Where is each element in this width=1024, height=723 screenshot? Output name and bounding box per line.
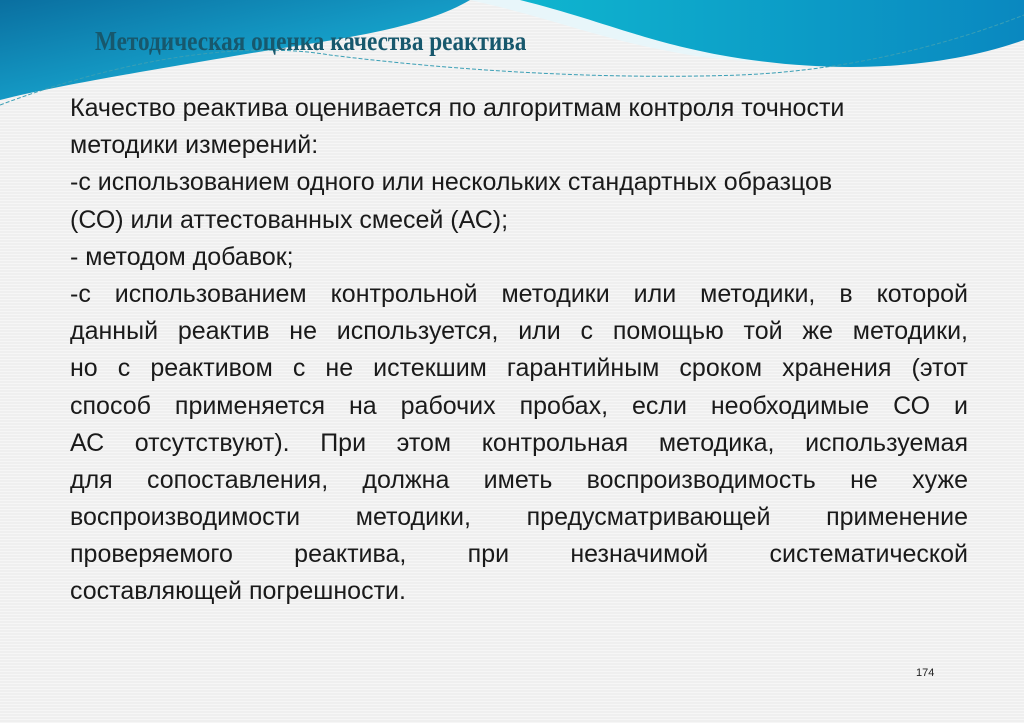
text-line: - методом добавок;: [70, 242, 294, 271]
page-number: 174: [916, 667, 935, 679]
text-line: составляющей погрешности.: [70, 577, 406, 606]
text-line: способ применяется на рабочих пробах, если необходимые СО и: [70, 391, 968, 420]
text-line: Качество реактива оценивается по алгоритмам контроля точности: [70, 94, 845, 122]
text-line: воспроизводимости методики, предусматривающей применение: [70, 503, 968, 532]
slide-body-text: [70, 90, 968, 611]
text-line: -с использованием одного или нескольких стандартных образцов: [70, 168, 833, 197]
text-line: данный реактив не используется, или с помощью той же методики,: [70, 317, 968, 346]
text-line: но с реактивом с не истекшим гарантийным сроком хранения (этот: [70, 354, 968, 383]
slide-title: Методическая оценка качества реактива: [95, 26, 527, 56]
text-line: проверяемого реактива, при незначимой систематической: [70, 540, 968, 569]
text-line: для сопоставления, должна иметь воспроизводимость не хуже: [70, 465, 968, 494]
text-line: (СО) или аттестованных смесей (АС);: [70, 205, 509, 234]
text-line: АС отсутствуют). При этом контрольная методика, используемая: [70, 428, 968, 457]
text-line: методики измерений:: [70, 131, 319, 160]
text-line: -с использованием контрольной методики или методики, в которой: [70, 279, 968, 308]
